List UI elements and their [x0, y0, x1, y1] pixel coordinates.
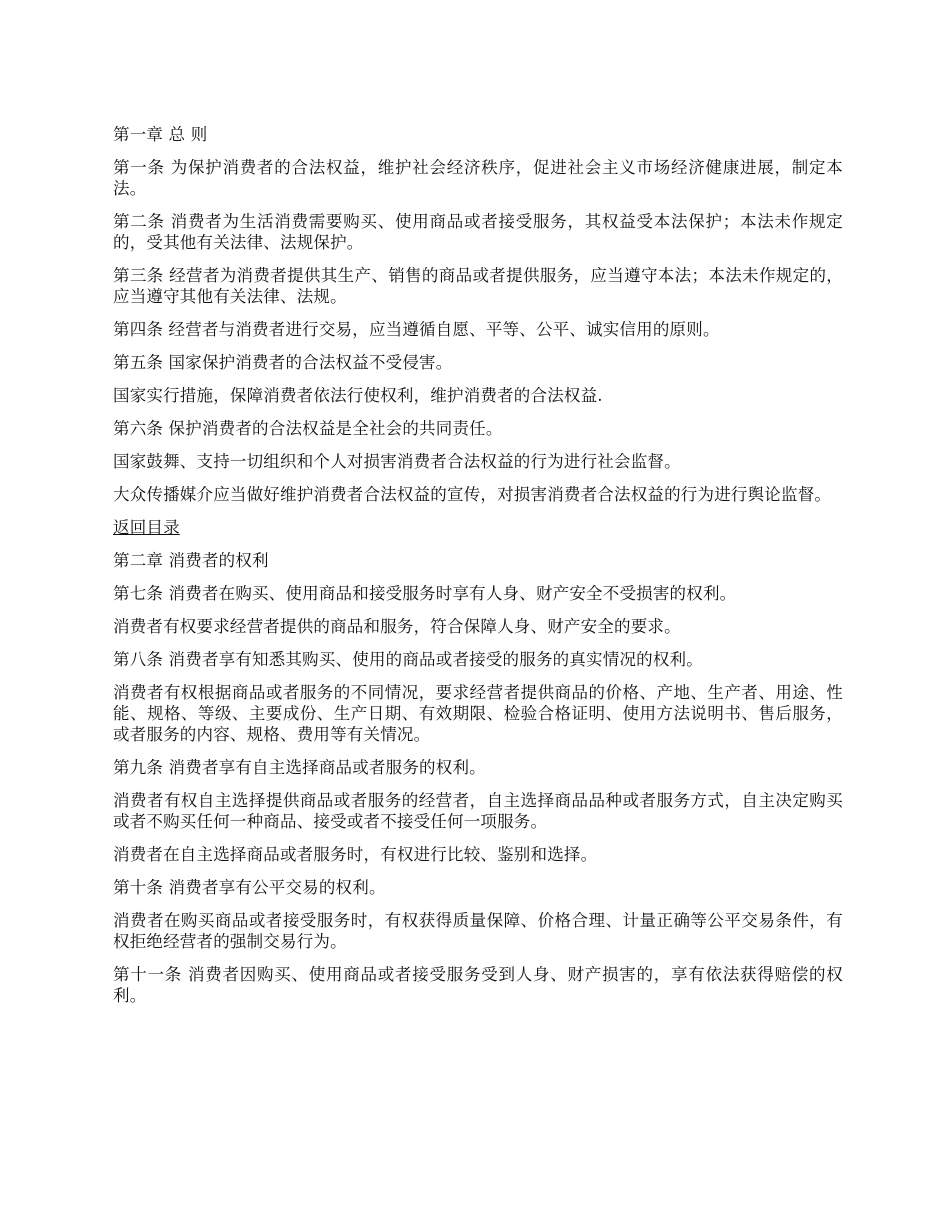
article-3: 第三条 经营者为消费者提供其生产、销售的商品或者提供服务，应当遵守本法；本法未作规定的，应当遵守其他有关法律、法规。	[113, 266, 843, 306]
article-5-paragraph-2: 国家实行措施，保障消费者依法行使权利，维护消费者的合法权益.	[113, 386, 603, 405]
article-8-paragraph-2: 消费者有权根据商品或者服务的不同情况，要求经营者提供商品的价格、产地、生产者、用途、性能、规格、等级、主要成份、生产日期、有效期限、检验合格证明、使用方法说明书、售后服务，或者服务的内容、规格、费用等有关情况。	[113, 683, 843, 744]
article-11: 第十一条 消费者因购买、使用商品或者接受服务受到人身、财产损害的，享有依法获得赔偿的权利。	[113, 965, 843, 1005]
article-7-paragraph-2: 消费者有权要求经营者提供的商品和服务，符合保障人身、财产安全的要求。	[113, 617, 681, 636]
article-8: 第八条 消费者享有知悉其购买、使用的商品或者接受的服务的真实情况的权利。	[113, 650, 703, 669]
article-9-paragraph-3: 消费者在自主选择商品或者服务时，有权进行比较、鉴别和选择。	[113, 845, 598, 864]
article-7: 第七条 消费者在购买、使用商品和接受服务时享有人身、财产安全不受损害的权利。	[113, 584, 737, 603]
document-page	[113, 124, 843, 1018]
article-4: 第四条 经营者与消费者进行交易，应当遵循自愿、平等、公平、诚实信用的原则。	[113, 320, 720, 339]
article-6-paragraph-3: 大众传播媒介应当做好维护消费者合法权益的宣传，对损害消费者合法权益的行为进行舆论监督。	[113, 485, 832, 504]
article-9-paragraph-2: 消费者有权自主选择提供商品或者服务的经营者，自主选择商品品种或者服务方式，自主决定购买或者不购买任何一种商品、接受或者不接受任何一项服务。	[113, 791, 843, 831]
back-to-toc-row	[113, 517, 843, 538]
article-10-paragraph-2: 消费者在购买商品或者接受服务时，有权获得质量保障、价格合理、计量正确等公平交易条件，有权拒绝经营者的强制交易行为。	[113, 911, 843, 951]
article-2: 第二条 消费者为生活消费需要购买、使用商品或者接受服务，其权益受本法保护；本法未作规定的，受其他有关法律、法规保护。	[113, 212, 843, 252]
chapter-2-heading: 第二章 消费者的权利	[113, 551, 269, 570]
article-5: 第五条 国家保护消费者的合法权益不受侵害。	[113, 353, 453, 372]
article-10: 第十条 消费者享有公平交易的权利。	[113, 878, 386, 897]
back-to-toc-link[interactable]: 返回目录	[113, 518, 180, 537]
article-6: 第六条 保护消费者的合法权益是全社会的共同责任。	[113, 419, 503, 438]
article-6-paragraph-2: 国家鼓舞、支持一切组织和个人对损害消费者合法权益的行为进行社会监督。	[113, 452, 681, 471]
article-1: 第一条 为保护消费者的合法权益，维护社会经济秩序，促进社会主义市场经济健康进展，制定本法。	[113, 158, 843, 198]
chapter-1-heading: 第一章 总 则	[113, 125, 208, 144]
article-9: 第九条 消费者享有自主选择商品或者服务的权利。	[113, 758, 486, 777]
